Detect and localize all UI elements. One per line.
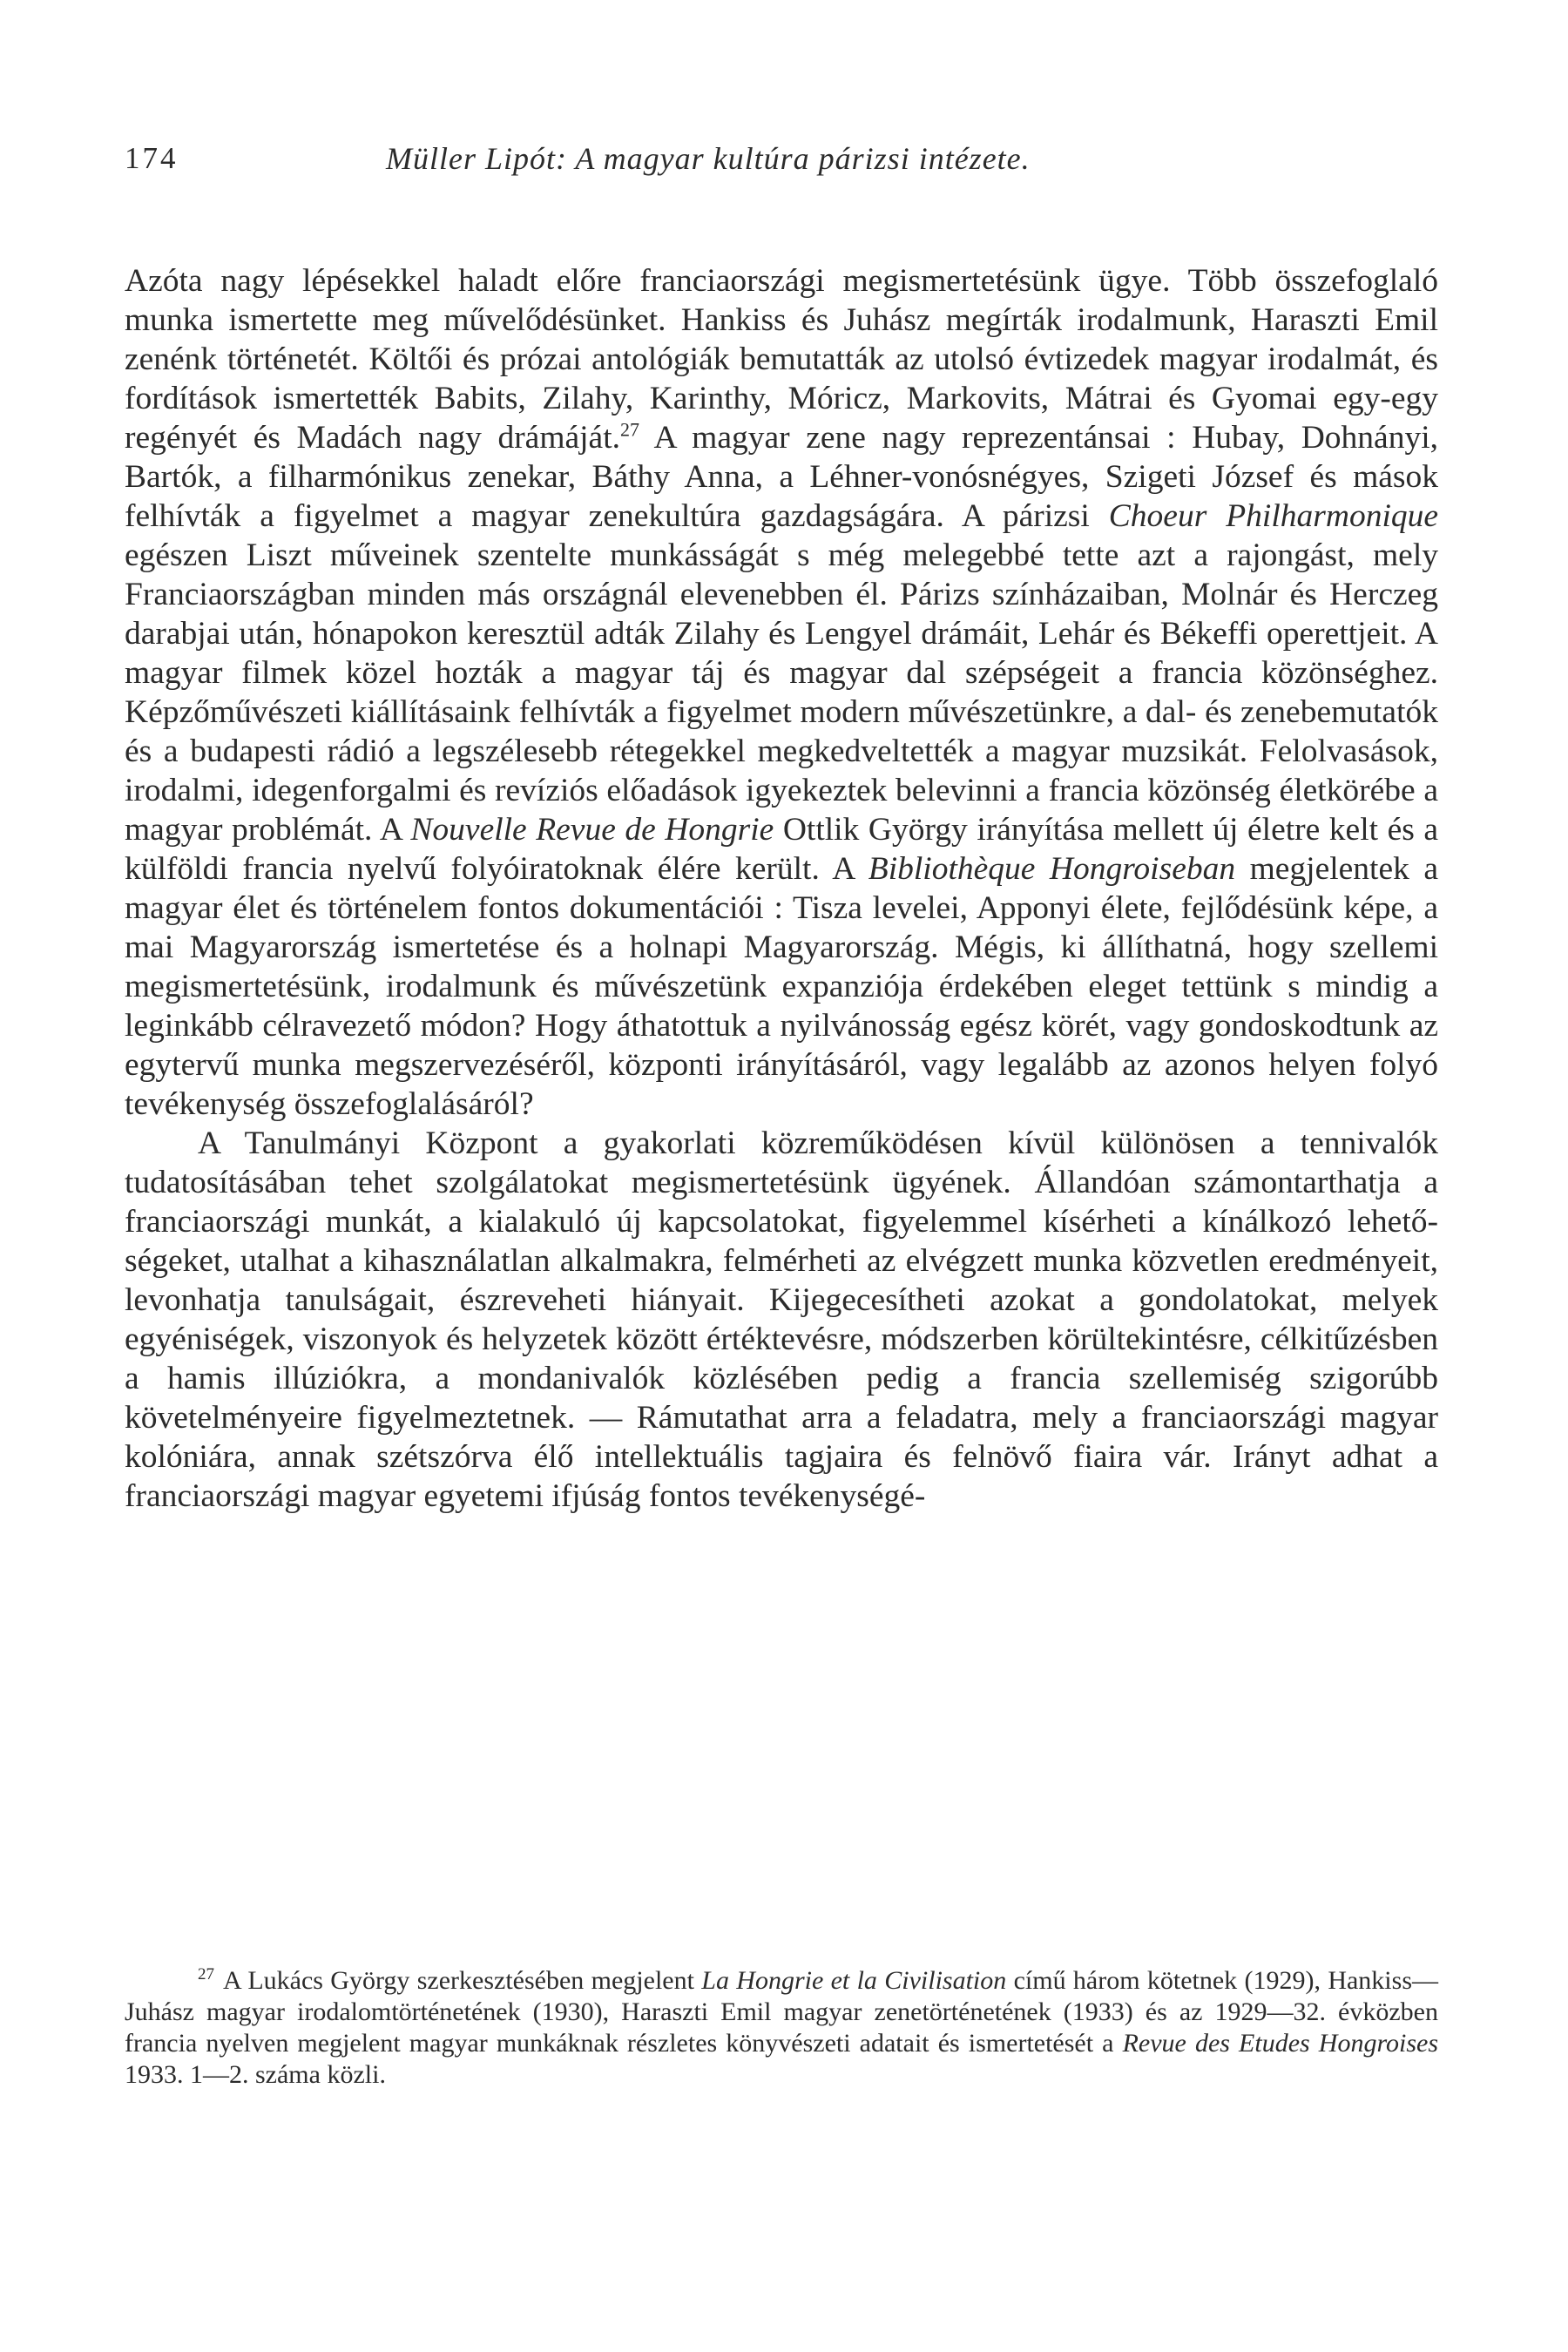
italic-title-bibliotheque: Bibliothèque Hongroiseban (868, 851, 1236, 887)
paragraph-1-text-d: Ottlik György irányítása mellett új életre kelt és a külföldi francia nyelvű folyóiratoknak élére került. A (125, 812, 1438, 887)
paragraph-1-text-e: megjelentek a magyar élet és történelem fontos dokumentációi : Tisza levelei, Apponyi élete, fejlődésünk képe, a mai Magyarország ismertetése és a holnapi Magyarország. Mégis, ki állíthatná, hogy szellemi megismertetésünk, irodalmunk és művészetünk expanziója érdekében eleget tettünk s mindig a leginkább célravezető módon? Hogy áthatottuk a nyilvánosság egész körét, vagy gondoskodtunk az egytervű munka megszervezéséről, központi irányításáról, vagy legalább az azonos helyen folyó tevékenység összefoglalásáról? (125, 851, 1438, 1122)
body-text (125, 261, 1438, 1516)
footnote-27 (125, 1965, 1438, 2091)
paragraph-1-text-a: Azóta nagy lépésekkel haladt előre franciaországi megismertetésünk ügye. Több összefoglaló munka ismertette meg művelődésünket. Hankiss és Juhász megírták irodalmunk, Haraszti Emil zenénk történetét. Költői és prózai antológiák bemutatták az utolsó évtizedek magyar irodalmát, és fordítások ismertették Babits, Zilahy, Karinthy, Móricz, Markovits, Mátrai és Gyomai egy-egy regényét és Madách nagy drámáját. (125, 263, 1438, 456)
italic-title-nouvelle-revue: Nouvelle Revue de Hongrie (410, 812, 774, 848)
paragraph-1-text-b: A magyar zene nagy reprezentánsai : Hubay, Dohnányi, Bartók, a filharmónikus zenekar, Báthy Anna, a Léhner-vonósnégyes, Szigeti József és mások felhívták a figyelmet a magyar zenekultúra gazdagságára. A párizsi (125, 420, 1438, 534)
paragraph-1-text-c: egészen Liszt műveinek szentelte munkásságát s még melegebbé tette azt a rajongást, mely Franciaországban minden más országnál elevenebben él. Párizs színházaiban, Molnár és Herczeg darabjai után, hónapokon keresztül adták Zilahy és Lengyel drámáit, Lehár és Békeffi operettjeit. A magyar filmek közel hozták a magyar táj és magyar dal szépségeit a francia közönséghez. Képzőművészeti kiállításaink felhívták a figyelmet modern művészetünkre, a dal- és zenebemutatók és a budapesti rádió a legszélesebb rétegekkel megkedveltették a magyar muzsikát. Felolvasások, irodalmi, idegenforgalmi és revíziós előadások igyekeztek belevinni a francia közönség életkörébe a magyar problémát. A (125, 537, 1438, 848)
footnote-reference: 27 (620, 418, 639, 441)
footnote-text-b: című három kötetnek (1929), Hankiss—Juhász magyar irodalomtörténetének (1930), Haraszti Emil magyar zenetörténetének (1933) és az 1929—32. évközben francia nyelven megjelent magyar munkáknak részletes könyvészeti adatait és ismertetését a (125, 1966, 1438, 2058)
footnote-text-a: A Lukács György szerkesztésében megjelent (223, 1966, 702, 1995)
page-number: 174 (125, 141, 179, 175)
paragraph-1 (125, 261, 1438, 1124)
running-header (125, 132, 1440, 185)
running-title: Müller Lipót: A magyar kultúra párizsi intézete. (386, 141, 1031, 176)
footnotes (125, 1965, 1438, 2091)
paragraph-2: A Tanulmányi Központ a gyakorlati közreműködésen kívül különösen a tennivalók tudatosításában tehet szolgálatokat megismertetésünk ügyének. Állandóan számontarthatja a franciaországi munkát, a kialakuló új kapcsolatokat, figyelemmel kísérheti a kínálkozó lehetőségeket, utalhat a kihasználatlan alkalmakra, felmérheti az elvégzett munka közvetlen eredményeit, levonhatja tanulságait, észreveheti hiányait. Kijegecesítheti azokat a gondolatokat, melyek egyéniségek, viszonyok és helyzetek között értéktevésre, módszerben körültekintésre, célkitűzésben a hamis illúziókra, a mondanivalók közlésében pedig a francia szellemiség szigorúbb követelményeire figyelmeztetnek. — Rámutathat arra a feladatra, mely a franciaországi magyar kolóniára, annak szétszórva élő intellektuális tagjaira és felnövő fiaira vár. Irányt adhat a franciaországi magyar egyetemi ifjúság fontos tevékenységé- (125, 1125, 1438, 1514)
italic-title-revue-etudes: Revue des Etudes Hongroises (1122, 2029, 1439, 2058)
footnote-text-c: 1933. 1—2. száma közli. (125, 2060, 386, 2089)
italic-title-choeur: Choeur Philharmonique (1108, 498, 1439, 534)
footnote-number: 27 (198, 1965, 214, 1984)
italic-title-la-hongrie: La Hongrie et la Civilisation (701, 1966, 1007, 1995)
